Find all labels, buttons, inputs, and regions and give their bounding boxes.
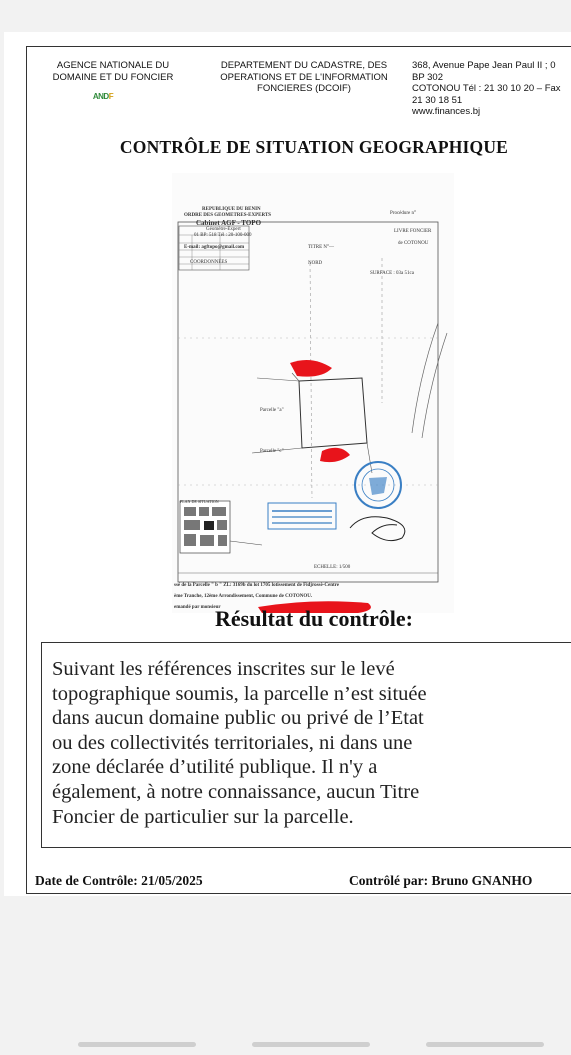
control-date: Date de Contrôle: 21/05/2025 [35,873,203,888]
plan-scale: ECHELLE: 1/500 [314,565,351,570]
result-line: topographique soumis, la parcelle n’est située [52,682,427,705]
plan-bp: 01 BP: 518 Tél : 20-100-000 [194,233,252,238]
plan-email: E-mail: agftopo@gmail.com [184,245,245,250]
redaction-mark [320,448,350,462]
plan-procedure: Procédure n° [390,211,417,216]
surveyor-signature [350,517,405,541]
result-line: également, à notre connaissance, aucun Titre [52,780,420,803]
plan-order: ORDRE DES GEOMETRES-EXPERTS [184,213,272,218]
address-line: www.finances.bj [412,106,481,117]
plan-surface: SURFACE : 03a 51ca [370,271,414,276]
controller-name: Contrôlé par: Bruno GNANHO [349,873,533,888]
plan-parcel-c: Parcelle "c" [260,449,284,454]
contact-address [412,60,571,118]
result-box [41,642,571,848]
plan-parcel-a: Parcelle "a" [260,408,284,413]
plan-livre: LIVRE FONCIER [394,229,432,234]
plan-cotonou: de COTONOU [398,241,429,246]
department-line: FONCIERES (DCOIF) [257,83,351,94]
nav-gesture-bar[interactable] [426,1042,544,1047]
plan-situation-label: PLAN DE SITUATION [180,499,219,504]
cadastre-stamp [268,503,336,529]
plan-caption-line: ssé de la Parcelle " b " ZL: 3169b du lot 1705 lotissement de Fidjrossè-Centre [174,583,339,588]
document-page [4,32,571,896]
parcel-b [299,378,367,448]
plan-caption-line: emandé par monsieur [174,605,221,610]
nav-gesture-bar[interactable] [78,1042,196,1047]
result-text [52,657,571,829]
plan-republic: REPUBLIQUE DU BENIN [202,207,261,212]
department-line: OPERATIONS ET DE L'INFORMATION [220,71,388,83]
survey-plan-drawing [172,173,454,613]
address-line: 21 30 18 51 [412,94,463,106]
redaction-mark [290,360,332,377]
result-line: Foncier de particulier sur la parcelle. [52,805,354,828]
survey-plan-image [172,173,454,613]
result-line: zone déclarée d’utilité publique. Il n'y a [52,756,378,779]
andf-logo: ANDF [92,92,114,101]
department-name [209,60,399,95]
plan-coords-label: COORDONNÉES [190,260,228,265]
plan-cabinet: Cabinet AGF - TOPO [196,219,262,227]
result-line: Suivant les références inscrites sur le levé [52,658,395,680]
agency-name [38,60,188,83]
plan-role: Géomètre-Expert [206,227,241,232]
address-line: 368, Avenue Pape Jean Paul II ; 0 [412,60,556,71]
plan-north: NORD [308,261,323,266]
result-line: ou des collectivités territoriales, ni dans une [52,731,413,754]
department-line: DEPARTEMENT DU CADASTRE, DES [220,60,388,71]
plan-titre: TITRE N°— [308,245,335,250]
plan-caption-line: ème Tranche, 12ème Arrondissement, Commune de COTONOU. [174,594,313,599]
address-line: COTONOU Tél : 21 30 10 20 – Fax [412,83,561,94]
result-title: Résultat du contrôle: [215,606,413,631]
address-line: BP 302 [412,71,443,83]
nav-gesture-bar[interactable] [252,1042,370,1047]
document-title: CONTRÔLE DE SITUATION GEOGRAPHIQUE [119,137,509,157]
result-line: dans aucun domaine public ou privé de l’Etat [52,707,424,730]
agency-line: AGENCE NATIONALE DU [56,60,170,71]
agency-line: DOMAINE ET DU FONCIER [52,71,174,83]
